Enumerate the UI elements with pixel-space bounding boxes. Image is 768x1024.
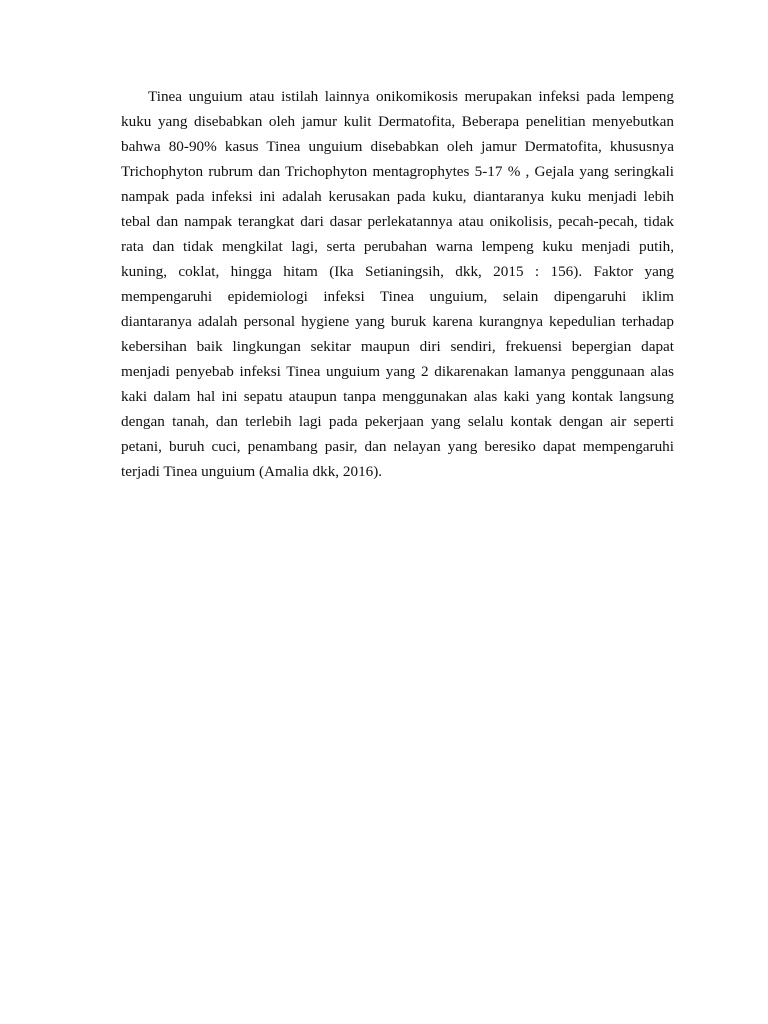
paragraph-line: menjadi penyebab infeksi Tinea unguium yang 2 dikarenakan lamanya penggunaan alas [121, 363, 674, 380]
paragraph-line: kuku yang disebabkan oleh jamur kulit Dermatofita, Beberapa penelitian menyebutkan [121, 113, 674, 130]
paragraph-line: bahwa 80-90% kasus Tinea unguium disebabkan oleh jamur Dermatofita, khususnya [121, 138, 674, 155]
paragraph-line: kebersihan baik lingkungan sekitar maupun diri sendiri, frekuensi bepergian dapat [121, 338, 674, 355]
paragraph-line: diantaranya adalah personal hygiene yang buruk karena kurangnya kepedulian terhadap [121, 313, 674, 330]
paragraph-line: dengan tanah, dan terlebih lagi pada pekerjaan yang selalu kontak dengan air seperti [121, 413, 674, 430]
paragraph-line: Trichophyton rubrum dan Trichophyton mentagrophytes 5-17 % , Gejala yang seringkali [121, 163, 674, 180]
paragraph-line: tebal dan nampak terangkat dari dasar perlekatannya atau onikolisis, pecah-pecah, tidak [121, 213, 674, 230]
paragraph-line: kaki dalam hal ini sepatu ataupun tanpa menggunakan alas kaki yang kontak langsung [121, 388, 674, 405]
paragraph-line: Tinea unguium atau istilah lainnya onikomikosis merupakan infeksi pada lempeng [148, 88, 674, 105]
paragraph-line: nampak pada infeksi ini adalah kerusakan pada kuku, diantaranya kuku menjadi lebih [121, 188, 674, 205]
paragraph-line: rata dan tidak mengkilat lagi, serta perubahan warna lempeng kuku menjadi putih, [121, 238, 674, 255]
body-paragraph [121, 84, 674, 484]
paragraph-line: terjadi Tinea unguium (Amalia dkk, 2016). [121, 463, 383, 480]
paragraph-line: kuning, coklat, hingga hitam (Ika Setianingsih, dkk, 2015 : 156). Faktor yang [121, 263, 674, 280]
paragraph-line: mempengaruhi epidemiologi infeksi Tinea unguium, selain dipengaruhi iklim [121, 288, 674, 305]
paragraph-line: petani, buruh cuci, penambang pasir, dan nelayan yang beresiko dapat mempengaruhi [121, 438, 674, 455]
